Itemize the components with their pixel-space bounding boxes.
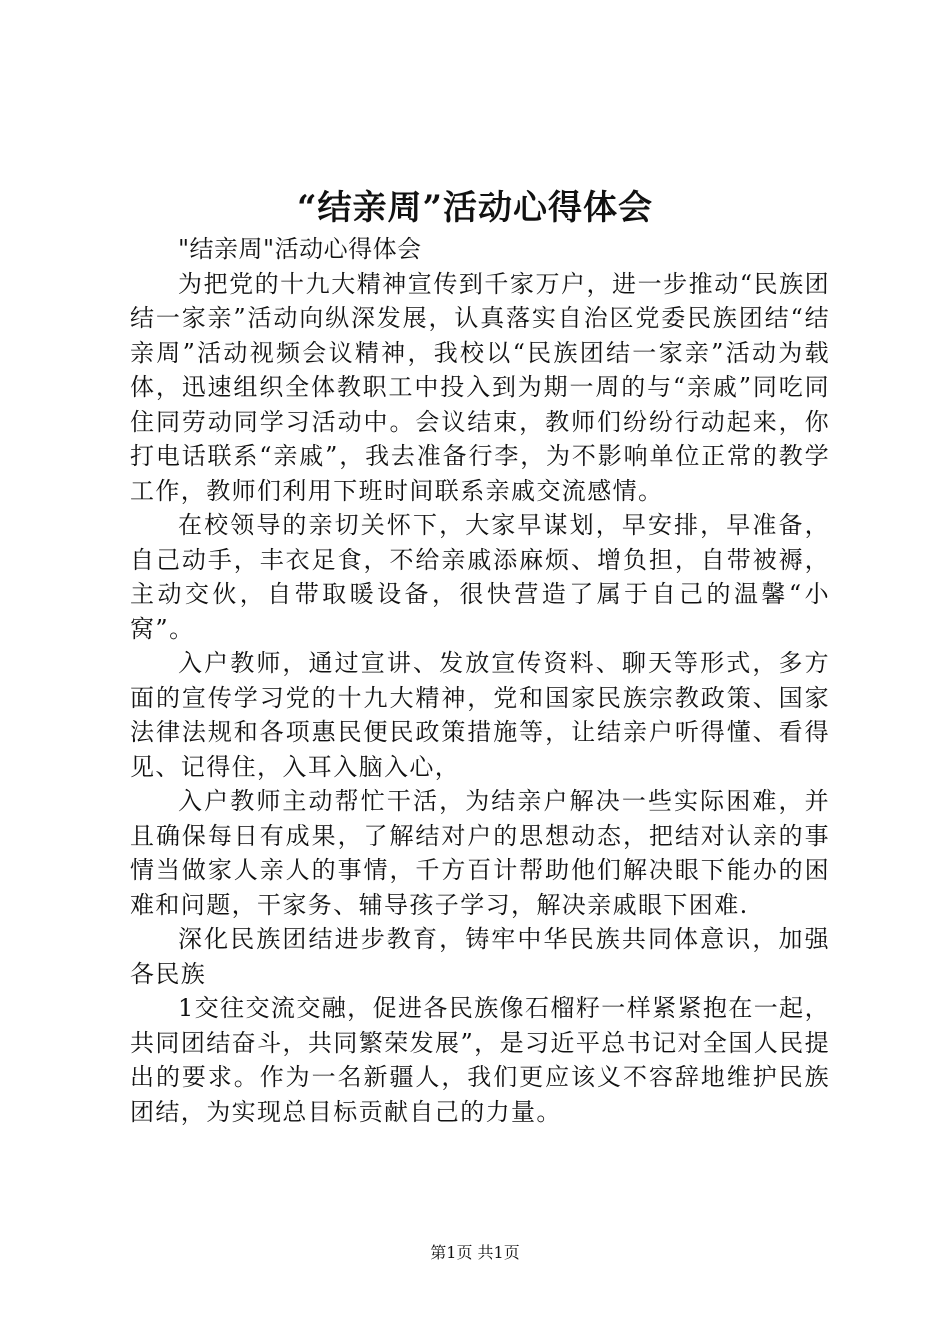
- document-title: “结亲周”活动心得体会: [296, 188, 654, 228]
- paragraph: 入户教师主动帮忙干活，为结亲户解决一些实际困难，并且确保每日有成果，了解结对户的思想动态，把结对认亲的事情当做家人亲人的事情，千方百计帮助他们解决眼下能办的困难和问题，干家务、辅导孩子学习，解决亲戚眼下困难.: [130, 787, 830, 919]
- page-number-footer: 第1页 共1页: [430, 1243, 520, 1262]
- paragraph: 在校领导的亲切关怀下，大家早谋划，早安排，早准备，自己动手，丰衣足食，不给亲戚添麻烦、增负担，自带被褥，主动交伙，自带取暖设备，很快营造了属于自己的温馨“小窝”。: [130, 511, 830, 643]
- document-body: [130, 232, 830, 1129]
- paragraph: 1交往交流交融，促进各民族像石榴籽一样紧紧抱在一起，共同团结奋斗，共同繁荣发展”，是习近平总书记对全国人民提出的要求。作为一名新疆人，我们更应该义不容辞地维护民族团结，为实现总目标贡献自己的力量。: [130, 994, 830, 1126]
- paragraph: 入户教师，通过宣讲、发放宣传资料、聊天等形式，多方面的宣传学习党的十九大精神，党和国家民族宗教政策、国家法律法规和各项惠民便民政策措施等，让结亲户听得懂、看得见、记得住，入耳入脑入心，: [130, 649, 830, 781]
- document-subtitle: "结亲周"活动心得体会: [178, 235, 422, 263]
- paragraph: 深化民族团结进步教育，铸牢中华民族共同体意识，加强各民族: [130, 925, 830, 988]
- paragraph: 为把党的十九大精神宣传到千家万户，进一步推动“民族团结一家亲”活动向纵深发展，认真落实自治区党委民族团结“结亲周”活动视频会议精神，我校以“民族团结一家亲”活动为载体，迅速组织全体教职工中投入到为期一周的与“亲戚”同吃同住同劳动同学习活动中。会议结束，教师们纷纷行动起来，你打电话联系“亲戚”，我去准备行李，为不影响单位正常的教学工作，教师们利用下班时间联系亲戚交流感情。: [130, 269, 830, 505]
